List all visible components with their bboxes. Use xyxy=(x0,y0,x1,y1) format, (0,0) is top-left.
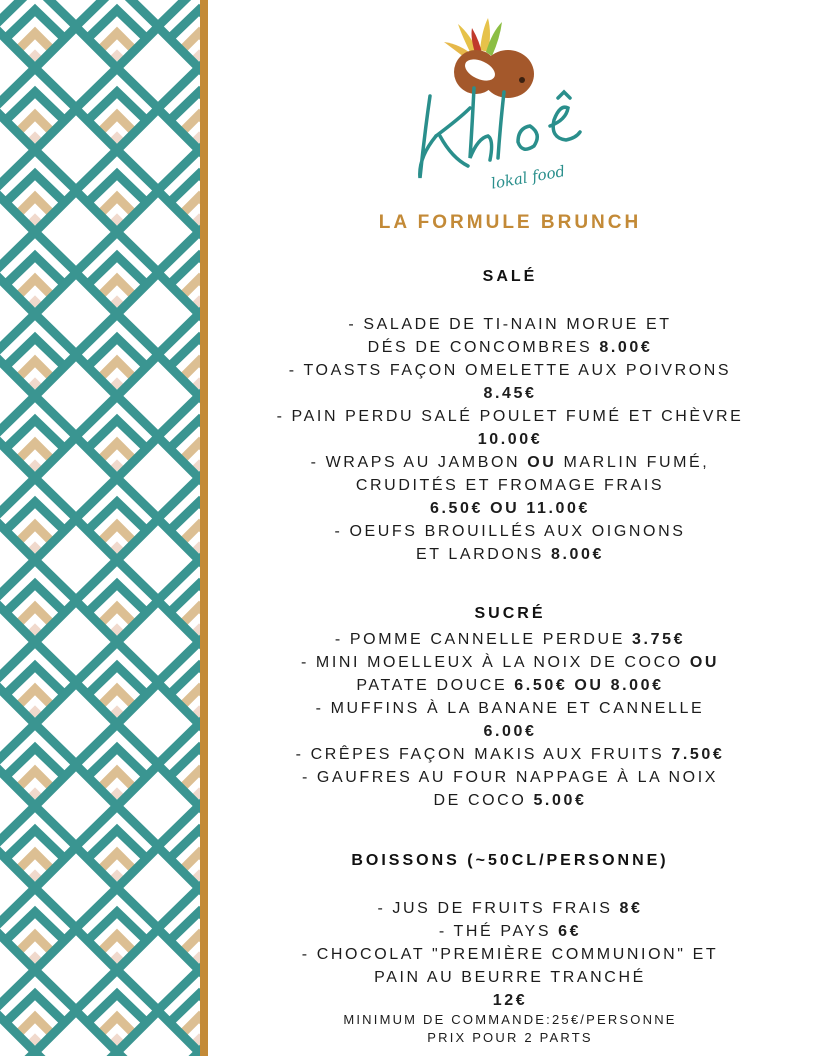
item-text: - WRAPS AU JAMBON xyxy=(310,454,528,471)
menu-line xyxy=(240,628,780,651)
item-text: - MUFFINS À LA BANANE ET CANNELLE xyxy=(315,700,705,717)
item-text: - MINI MOELLEUX À LA NOIX DE COCO xyxy=(300,654,690,671)
item-text: - JUS DE FRUITS FRAIS xyxy=(377,900,620,917)
sale-items xyxy=(240,313,780,566)
menu-line xyxy=(240,451,780,474)
item-text: - CHOCOLAT "PREMIÈRE COMMUNION" ET xyxy=(301,946,719,963)
menu-line xyxy=(240,920,780,943)
item-price: 3.75€ xyxy=(632,631,686,648)
item-price: 6.50€ OU 11.00€ xyxy=(430,500,590,517)
menu-line xyxy=(240,543,780,566)
item-text: - POMME CANNELLE PERDUE xyxy=(334,631,633,648)
section-title-boissons: BOISSONS (~50CL/PERSONNE) xyxy=(351,852,669,869)
item-text: - OEUFS BROUILLÉS AUX OIGNONS xyxy=(334,523,686,540)
item-price: 10.00€ xyxy=(477,431,543,448)
item-text: PAIN AU BEURRE TRANCHÉ xyxy=(374,969,646,986)
menu-line xyxy=(240,697,780,720)
item-price: 8.45€ xyxy=(483,385,537,402)
portion-note: PRIX POUR 2 PARTS xyxy=(427,1030,593,1045)
item-text: ET LARDONS xyxy=(415,546,551,563)
menu-line xyxy=(240,651,780,674)
item-text: - CRÊPES FAÇON MAKIS AUX FRUITS xyxy=(295,746,672,763)
item-connector: OU xyxy=(527,454,557,471)
menu-line xyxy=(240,943,780,966)
gold-divider-bar xyxy=(200,0,208,1056)
section-title-sale: SALÉ xyxy=(482,268,538,285)
menu-line xyxy=(240,720,780,743)
item-text: CRUDITÉS ET FROMAGE FRAIS xyxy=(355,477,665,494)
item-price: OU xyxy=(689,654,720,671)
coconut-with-leaves-icon xyxy=(444,18,534,98)
item-price: 6.50€ OU 8.00€ xyxy=(514,677,664,694)
item-text: - TOASTS FAÇON OMELETTE AUX POIVRONS xyxy=(288,362,732,379)
section-title-sucre: SUCRÉ xyxy=(474,605,546,622)
menu-line xyxy=(240,474,780,497)
item-text: - SALADE DE TI-NAIN MORUE ET xyxy=(348,316,672,333)
item-price: 6€ xyxy=(558,923,582,940)
decorative-chevron-pattern xyxy=(0,0,200,1056)
order-footer xyxy=(240,1011,780,1047)
item-text: DE COCO xyxy=(433,792,534,809)
item-price: 12€ xyxy=(492,992,528,1009)
menu-line xyxy=(240,336,780,359)
item-text: MARLIN FUMÉ, xyxy=(556,454,710,471)
menu-line xyxy=(240,497,780,520)
menu-line xyxy=(240,359,780,382)
khloe-logo xyxy=(400,8,600,208)
menu-line xyxy=(240,313,780,336)
brand-tagline: lokal food xyxy=(489,162,567,193)
item-text: - GAUFRES AU FOUR NAPPAGE À LA NOIX xyxy=(301,769,719,786)
menu-line xyxy=(240,966,780,989)
item-price: 6.00€ xyxy=(483,723,537,740)
menu-line xyxy=(240,405,780,428)
menu-line xyxy=(240,766,780,789)
minimum-order-note: MINIMUM DE COMMANDE:25€/PERSONNE xyxy=(343,1012,677,1027)
item-text: DÉS DE CONCOMBRES xyxy=(367,339,600,356)
item-text: - THÉ PAYS xyxy=(438,923,559,940)
menu-line xyxy=(240,789,780,812)
menu-line xyxy=(240,743,780,766)
section-sucre xyxy=(240,605,780,623)
item-price: 5.00€ xyxy=(533,792,587,809)
item-price: 8€ xyxy=(619,900,643,917)
sucre-items xyxy=(240,628,780,812)
menu-line xyxy=(240,382,780,405)
boissons-items xyxy=(240,897,780,1012)
item-text: PATATE DOUCE xyxy=(356,677,515,694)
section-sale xyxy=(240,268,780,286)
item-price: 7.50€ xyxy=(671,746,725,763)
menu-line xyxy=(240,428,780,451)
menu-line xyxy=(240,520,780,543)
menu-title: LA FORMULE BRUNCH xyxy=(378,212,642,233)
menu-line xyxy=(240,989,780,1012)
section-boissons xyxy=(240,852,780,870)
item-text: - PAIN PERDU SALÉ POULET FUMÉ ET CHÈVRE xyxy=(276,408,744,425)
item-price: 8.00€ xyxy=(550,546,605,563)
menu-line xyxy=(240,674,780,697)
menu-line xyxy=(240,897,780,920)
item-price: 8.00€ xyxy=(599,339,653,356)
